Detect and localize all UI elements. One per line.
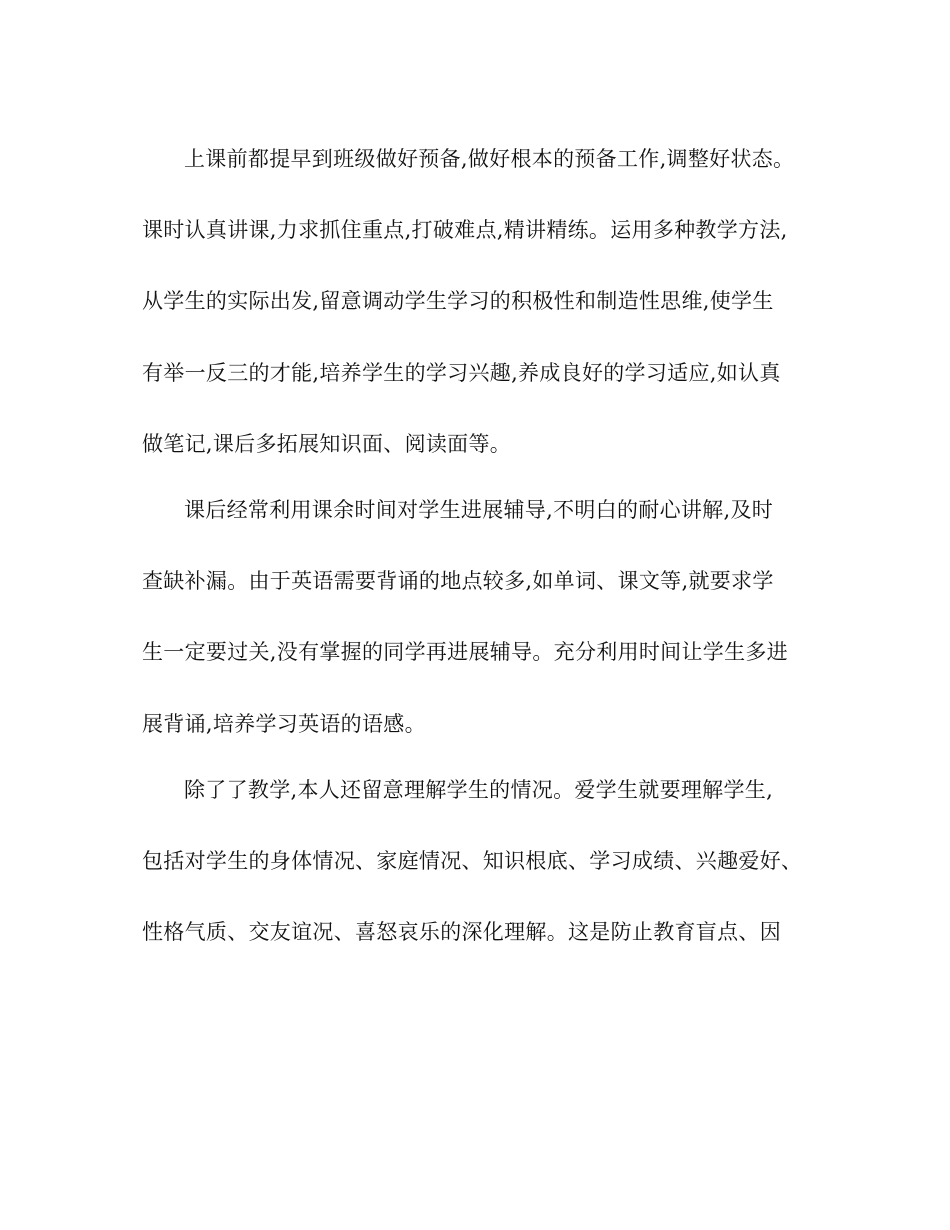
paragraph-2-line-2: 查缺补漏。由于英语需要背诵的地点较多,如单词、课文等,就要求学	[142, 569, 774, 593]
paragraph-2-line-1: 课后经常利用课余时间对学生进展辅导,不明白的耐心讲解,及时	[184, 498, 774, 522]
paragraph-1-line-3: 从学生的实际出发,留意调动学生学习的积极性和制造性思维,使学生	[142, 289, 774, 313]
paragraph-1-line-1: 上课前都提早到班级做好预备,做好根本的预备工作,调整好状态。	[184, 147, 795, 171]
paragraph-2-line-3: 生一定要过关,没有掌握的同学再进展辅导。充分利用时间让学生多进	[142, 640, 788, 664]
paragraph-3-line-1: 除了了教学,本人还留意理解学生的情况。爱学生就要理解学生,	[184, 778, 774, 802]
paragraph-1-line-2: 课时认真讲课,力求抓住重点,打破难点,精讲精练。运用多种教学方法,	[142, 218, 788, 242]
paragraph-1-line-5: 做笔记,课后多拓展知识面、阅读面等。	[142, 432, 512, 456]
paragraph-3-line-3: 性格气质、交友谊况、喜怒哀乐的深化理解。这是防止教育盲点、因	[142, 920, 781, 944]
paragraph-3-line-2: 包括对学生的身体情况、家庭情况、知识根底、学习成绩、兴趣爱好、	[142, 849, 803, 873]
paragraph-2-line-4: 展背诵,培养学习英语的语感。	[142, 712, 426, 736]
paragraph-1-line-4: 有举一反三的才能,培养学生的学习兴趣,养成良好的学习适应,如认真	[142, 361, 781, 385]
